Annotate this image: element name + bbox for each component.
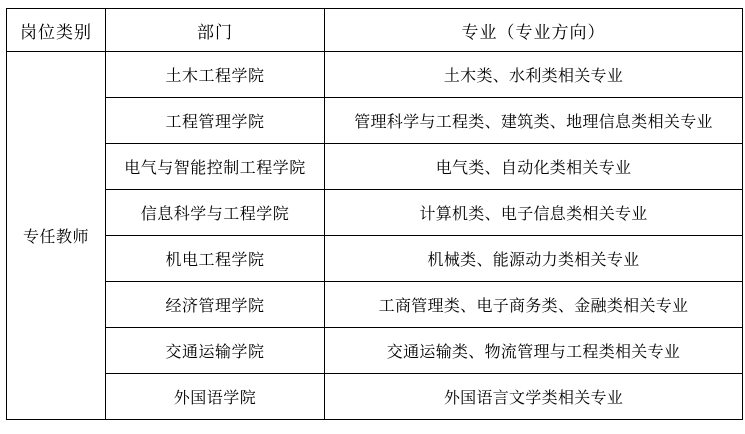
major-cell: 土木类、水利类相关专业 [325, 52, 743, 98]
job-positions-table [6, 8, 743, 420]
table-row [7, 98, 743, 144]
table-row [7, 374, 743, 420]
department-cell: 信息科学与工程学院 [106, 190, 325, 236]
table-header-row [7, 9, 743, 52]
department-cell: 经济管理学院 [106, 282, 325, 328]
table-row [7, 236, 743, 282]
table-row [7, 144, 743, 190]
department-cell: 机电工程学院 [106, 236, 325, 282]
major-cell: 管理科学与工程类、建筑类、地理信息类相关专业 [325, 98, 743, 144]
department-cell: 交通运输学院 [106, 328, 325, 374]
table-row [7, 190, 743, 236]
major-cell: 交通运输类、物流管理与工程类相关专业 [325, 328, 743, 374]
table-header [7, 9, 743, 52]
column-header-major: 专业（专业方向） [325, 9, 743, 52]
table-row [7, 282, 743, 328]
major-cell: 电气类、自动化类相关专业 [325, 144, 743, 190]
column-header-category: 岗位类别 [7, 9, 106, 52]
table-body [7, 52, 743, 420]
column-header-department: 部门 [106, 9, 325, 52]
department-cell: 外国语学院 [106, 374, 325, 420]
major-cell: 机械类、能源动力类相关专业 [325, 236, 743, 282]
department-cell: 电气与智能控制工程学院 [106, 144, 325, 190]
major-cell: 计算机类、电子信息类相关专业 [325, 190, 743, 236]
major-cell: 工商管理类、电子商务类、金融类相关专业 [325, 282, 743, 328]
department-cell: 土木工程学院 [106, 52, 325, 98]
table-row [7, 52, 743, 98]
category-cell-full-time-teacher: 专任教师 [7, 52, 106, 420]
table-row [7, 328, 743, 374]
major-cell: 外国语言文学类相关专业 [325, 374, 743, 420]
department-cell: 工程管理学院 [106, 98, 325, 144]
